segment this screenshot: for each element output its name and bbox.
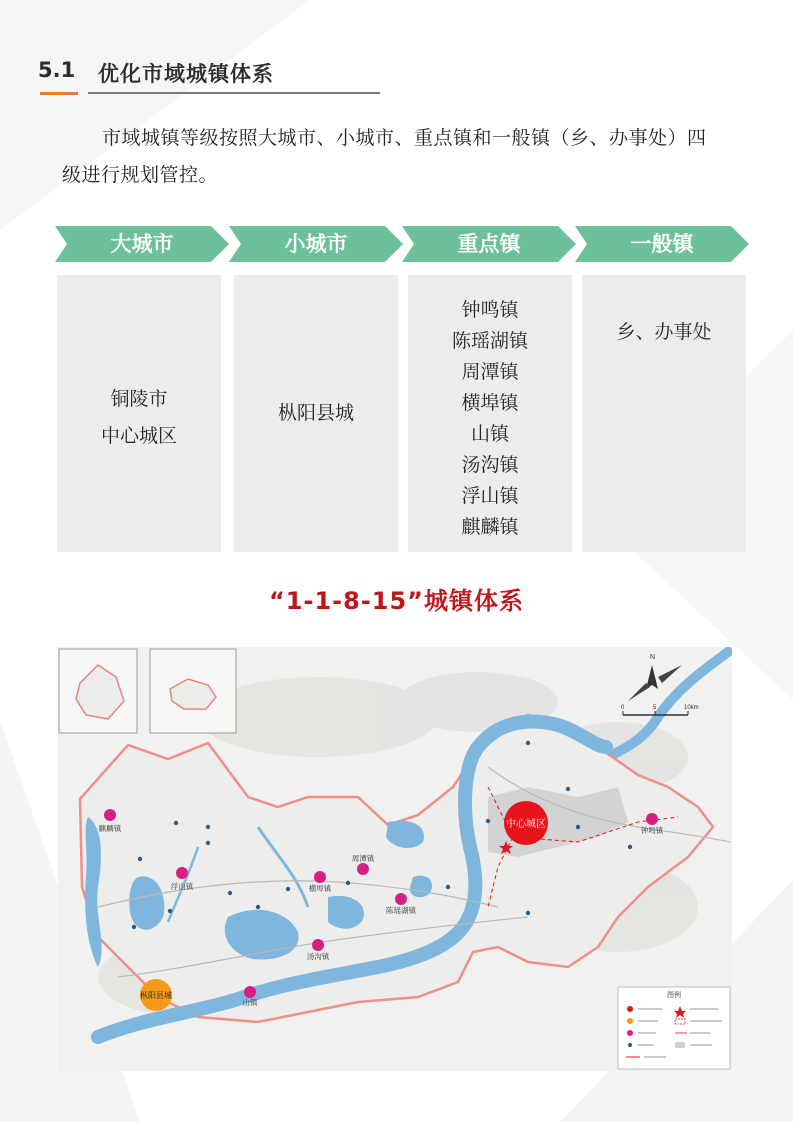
scale-label-end: 10km: [684, 705, 699, 711]
tier-item: 汤沟镇: [461, 453, 519, 476]
tier-column-general-town: [582, 275, 746, 552]
town-label: 陈瑶湖镇: [386, 906, 416, 915]
legend-title: 图例: [667, 992, 681, 999]
tier-item: 铜陵市: [110, 387, 168, 410]
tier-item: 浮山镇: [461, 484, 519, 507]
tier-column-small-city: [234, 275, 398, 552]
inset-map-left: [59, 649, 137, 733]
section-number: 5.1: [38, 58, 76, 82]
key-town-marker: [314, 871, 326, 883]
town-label: 钟鸣镇: [640, 826, 664, 835]
tier-item: 乡、办事处: [616, 321, 712, 343]
figure-caption: “1-1-8-15”城镇体系: [269, 587, 524, 615]
title-accent-rule: [40, 92, 78, 95]
tier-item: 周潭镇: [461, 360, 519, 383]
key-town-marker: [646, 813, 658, 825]
key-town-marker: [357, 863, 369, 875]
tier-label-key-town: 重点镇: [457, 232, 521, 256]
inset-map-right: [150, 649, 236, 733]
town-label: 周潭镇: [351, 854, 375, 863]
key-town-marker: [312, 939, 324, 951]
town-label: 汤沟镇: [306, 952, 330, 961]
key-town-marker: [244, 986, 256, 998]
scale-label-mid: 5: [653, 705, 657, 711]
town-label: 麒麟镇: [98, 824, 122, 833]
tier-item: 钟鸣镇: [461, 298, 519, 321]
central-city-label: 中心城区: [506, 819, 546, 830]
title-underline: [88, 92, 380, 94]
tier-column-large-city: [57, 275, 221, 552]
tier-item: 麒麟镇: [461, 515, 519, 538]
tier-label-general-town: 一般镇: [630, 232, 694, 256]
tier-item: 横埠镇: [461, 391, 519, 414]
intro-paragraph: 市域城镇等级按照大城市、小城市、重点镇和一般镇（乡、办事处）四级进行规划管控。: [62, 127, 707, 186]
tier-item: 山镇: [470, 422, 509, 445]
north-label: N: [650, 654, 656, 661]
tier-label-large-city: 大城市: [110, 232, 174, 256]
tier-label-small-city: 小城市: [284, 232, 348, 256]
map-legend: [618, 987, 730, 1069]
town-system-map: [58, 647, 732, 1071]
county-seat-label: 枞阳县城: [140, 991, 172, 1000]
key-town-marker: [176, 867, 188, 879]
tier-item: 中心城区: [100, 424, 177, 447]
tier-item: 枞阳县城: [277, 402, 354, 424]
tier-column-key-town: [408, 275, 572, 552]
town-label: 横埠镇: [308, 884, 332, 893]
key-town-marker: [395, 893, 407, 905]
section-title: 优化市域城镇体系: [98, 62, 274, 86]
key-town-marker: [104, 809, 116, 821]
tier-item: 陈瑶湖镇: [451, 329, 528, 352]
scale-label-zero: 0: [621, 705, 625, 711]
town-label: 山镇: [242, 998, 258, 1007]
town-label: 浮山镇: [170, 882, 194, 891]
